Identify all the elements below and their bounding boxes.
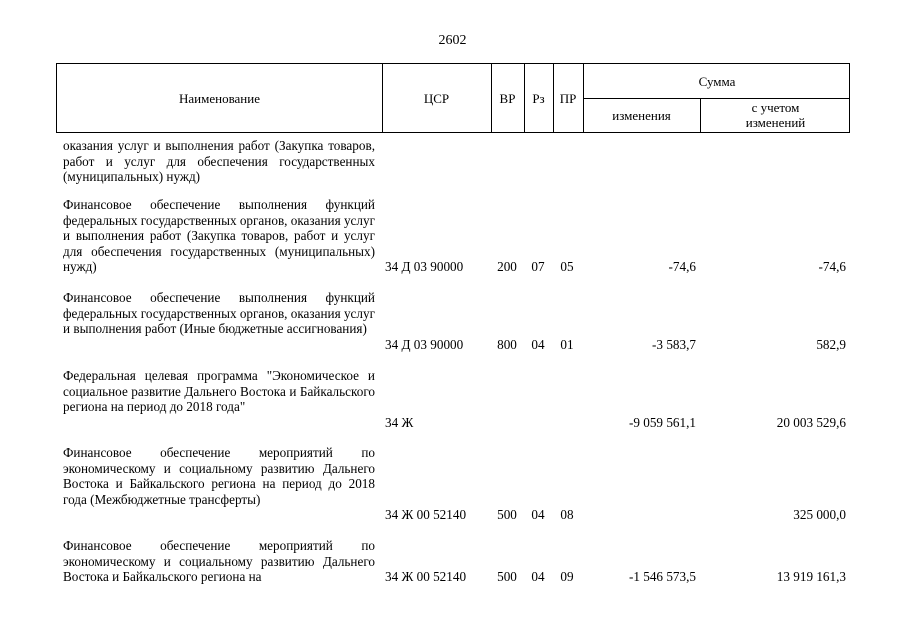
row-change: -1 546 573,5 xyxy=(628,569,696,584)
row-csr: 34 Д 03 90000 xyxy=(385,337,464,352)
row-change: -74,6 xyxy=(668,259,696,274)
row-pr: 01 xyxy=(560,337,574,352)
row-change: -9 059 561,1 xyxy=(628,415,696,430)
row-csr: 34 Ж xyxy=(385,415,414,430)
row-pr: 09 xyxy=(560,569,574,584)
row-rz: 04 xyxy=(531,337,545,352)
row-vr: 500 xyxy=(497,569,517,584)
row-name: Финансовое обеспечение мероприятий по экономическому и социальному развитию Дальнего Востока и Байкальского региона на период до 2018 года (Межбюджетные трансферты) xyxy=(63,445,375,507)
row-total: 325 000,0 xyxy=(793,507,846,522)
row-name: Финансовое обеспечение выполнения функций федеральных государственных органов, оказания услуг и выполнения работ (Иные бюджетные ассигнования) xyxy=(63,290,375,337)
row-csr: 34 Д 03 90000 xyxy=(385,259,464,274)
header-change: изменения xyxy=(612,108,671,123)
header-with-change-line2: изменений xyxy=(745,115,806,130)
row-total: -74,6 xyxy=(818,259,846,274)
header-pr: ПР xyxy=(559,91,577,106)
header-name: Наименование xyxy=(179,91,260,106)
row-csr: 34 Ж 00 52140 xyxy=(385,569,467,584)
row-total: 582,9 xyxy=(816,337,846,352)
row-total: 13 919 161,3 xyxy=(776,569,846,584)
header-with-change xyxy=(700,100,851,130)
row-change: -3 583,7 xyxy=(652,337,696,352)
row-name: Федеральная целевая программа "Экономическое и социальное развитие Дальнего Востока и Байкальского региона на период до 2018 года" xyxy=(63,368,375,415)
row-name: Финансовое обеспечение выполнения функций федеральных государственных органов, оказания услуг и выполнения работ (Закупка товаров, работ и услуг для обеспечения государственных (муниципальных) нужд) xyxy=(63,197,375,275)
page-number: 2602 xyxy=(438,33,467,48)
row-pr: 05 xyxy=(560,259,574,274)
table-header xyxy=(56,63,850,133)
row-name: Финансовое обеспечение мероприятий по экономическому и социальному развитию Дальнего Востока и Байкальского региона на xyxy=(63,538,375,585)
row-total: 20 003 529,6 xyxy=(776,415,846,430)
header-rz: Рз xyxy=(532,91,545,106)
row-name: оказания услуг и выполнения работ (Закупка товаров, работ и услуг для обеспечения государственных (муниципальных) нужд) xyxy=(63,138,375,185)
row-pr: 08 xyxy=(560,507,574,522)
row-vr: 500 xyxy=(497,507,517,522)
row-rz: 07 xyxy=(531,259,545,274)
header-vr: ВР xyxy=(499,91,516,106)
divider xyxy=(583,98,849,99)
header-sum: Сумма xyxy=(698,74,736,89)
row-rz: 04 xyxy=(531,507,545,522)
row-vr: 200 xyxy=(497,259,517,274)
row-csr: 34 Ж 00 52140 xyxy=(385,507,467,522)
header-csr: ЦСР xyxy=(423,91,450,106)
header-with-change-line1: с учетом xyxy=(751,100,800,115)
row-rz: 04 xyxy=(531,569,545,584)
row-vr: 800 xyxy=(497,337,517,352)
